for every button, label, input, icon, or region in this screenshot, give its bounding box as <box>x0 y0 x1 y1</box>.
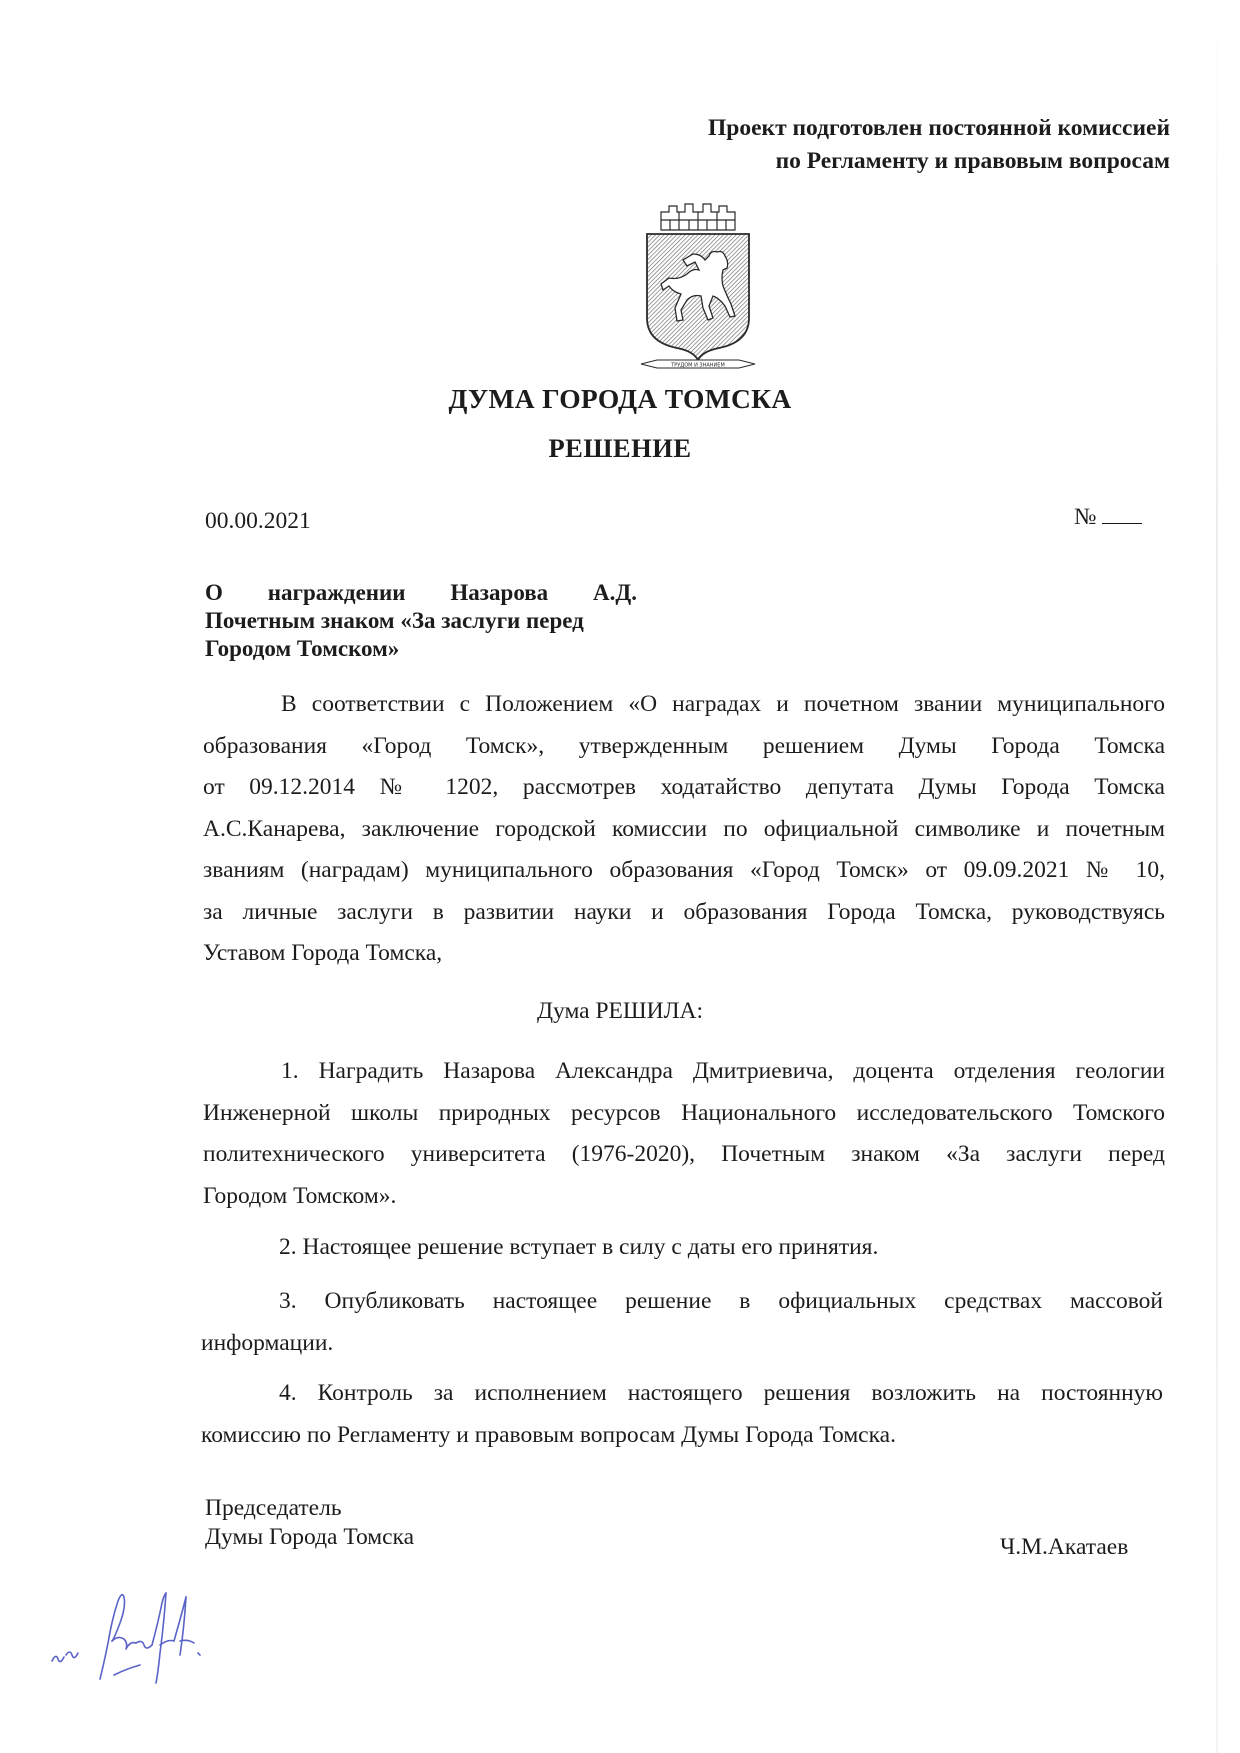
decision-item-4 <box>201 1373 1163 1456</box>
handwritten-signature-icon <box>48 1583 223 1688</box>
document-date: 00.00.2021 <box>205 508 311 534</box>
item-line: комиссию по Регламенту и правовым вопросам Думы Города Томска. <box>201 1421 896 1448</box>
subject-line-2: Почетным знаком «За заслуги перед <box>205 608 584 633</box>
item-line: информации. <box>201 1329 334 1356</box>
item-line: 3. Опубликовать настоящее решение в официальных средствах массовой <box>279 1288 1163 1314</box>
organization-title: ДУМА ГОРОДА ТОМСКА <box>448 383 792 414</box>
subject-line-3: Городом Томском» <box>205 636 400 661</box>
preamble-line: образования «Город Томск», утвержденным решением Думы Города Томска <box>203 732 1165 759</box>
item-line: Городом Томском». <box>203 1182 397 1209</box>
item-line: 2. Настоящее решение вступает в силу с даты его принятия. <box>279 1234 879 1260</box>
number-label: № <box>1074 504 1097 530</box>
preamble-line: Уставом Города Томска, <box>203 940 443 966</box>
item-line: Инженерной школы природных ресурсов Национального исследовательского Томского <box>203 1099 1165 1126</box>
preamble-line: от 09.12.2014 № 1202, рассмотрев ходатайство депутата Думы Города Томска <box>203 774 1165 800</box>
document-number <box>1074 504 1142 531</box>
preamble-line: В соответствии с Положением «О наградах и почетном звании муниципального <box>281 691 1165 717</box>
decision-item-1 <box>203 1051 1165 1217</box>
preamble-line: званиям (наградам) муниципального образования «Город Томск» от 09.09.2021 № 10, <box>203 857 1165 883</box>
document-type: РЕШЕНИЕ <box>548 433 692 463</box>
header-note <box>708 112 1170 178</box>
signer-role-line-1: Председатель <box>205 1495 342 1521</box>
preamble-paragraph <box>203 684 1165 975</box>
preamble-line: за личные заслуги в развитии науки и образования Города Томска, руководствуясь <box>203 898 1165 925</box>
item-line: 4. Контроль за исполнением настоящего решения возложить на постоянную <box>279 1380 1163 1406</box>
preamble-line: А.С.Канарева, заключение городской комиссии по официальной символике и почетным <box>203 815 1165 842</box>
scan-artifact-line <box>1216 0 1218 1753</box>
decision-item-2 <box>201 1227 1163 1269</box>
header-note-line-2: по Регламенту и правовым вопросам <box>775 148 1170 174</box>
tomsk-coat-of-arms-icon <box>639 200 757 376</box>
document-subject <box>205 579 637 663</box>
item-line: политехнического университета (1976-2020), Почетным знаком «За заслуги перед <box>203 1141 1165 1167</box>
subject-line-1: О награждении Назарова А.Д. <box>205 580 637 605</box>
decision-heading: Дума РЕШИЛА: <box>536 998 704 1024</box>
item-line: 1. Наградить Назарова Александра Дмитриевича, доцента отделения геологии <box>281 1058 1165 1084</box>
header-note-line-1: Проект подготовлен постоянной комиссией <box>708 115 1170 141</box>
signer-name: Ч.М.Акатаев <box>1000 1534 1129 1560</box>
signer-role-line-2: Думы Города Томска <box>205 1524 415 1550</box>
decision-item-3 <box>201 1281 1163 1364</box>
coat-of-arms-motto: ТРУДОМ И ЗНАНИЕМ <box>671 362 725 369</box>
number-blank-line <box>1102 505 1142 524</box>
signer-role <box>205 1494 414 1552</box>
